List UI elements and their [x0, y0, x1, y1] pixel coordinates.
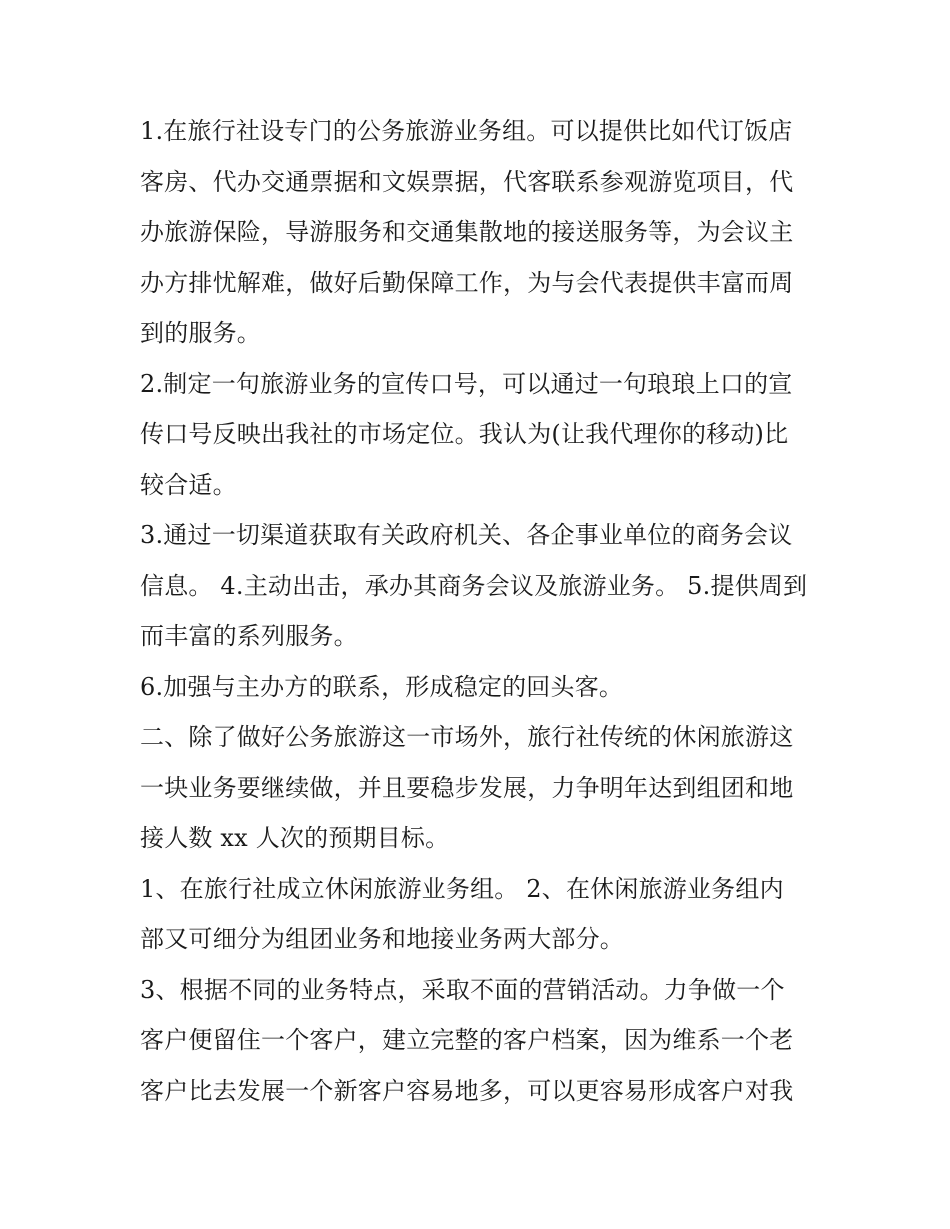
text-line: 1.在旅行社设专门的公务旅游业务组。可以提供比如代订饭店 [140, 117, 793, 145]
text-line: 3、根据不同的业务特点，采取不面的营销活动。力争做一个 [140, 975, 785, 1004]
text-line: 客户便留住一个客户，建立完整的客户档案，因为维系一个老 [140, 1026, 794, 1054]
text-line: 信息。 4.主动出击，承办其商务会议及旅游业务。 5.提供周到 [140, 571, 808, 600]
text-line: 2.制定一句旅游业务的宣传口号，可以通过一句琅琅上口的宣 [140, 369, 793, 398]
text-line: 传口号反映出我社的市场定位。我认为(让我代理你的移动)比 [140, 420, 789, 448]
text-line: 较合适。 [140, 470, 237, 499]
text-line: 一块业务要继续做，并且要稳步发展，力争明年达到组团和地 [140, 773, 794, 802]
paragraph-2 [140, 359, 820, 511]
text-line: 办旅游保险，导游服务和交通集散地的接送服务等，为会议主 [140, 218, 794, 246]
text-line: 接人数 xx 人次的预期目标。 [140, 824, 450, 852]
text-line: 3.通过一切渠道获取有关政府机关、各企事业单位的商务会议 [140, 521, 793, 549]
paragraph-7 [140, 965, 820, 1117]
text-line: 到的服务。 [140, 319, 261, 347]
text-line: 办方排忧解难，做好后勤保障工作，为与会代表提供丰富而周 [140, 268, 794, 297]
text-line: 客房、代办交通票据和文娱票据，代客联系参观游览项目，代 [140, 167, 794, 196]
text-line: 部又可细分为组团业务和地接业务两大部分。 [140, 925, 624, 953]
document-body [140, 106, 820, 1116]
paragraph-4 [140, 662, 820, 713]
text-line: 二、除了做好公务旅游这一市场外，旅行社传统的休闲旅游这 [140, 723, 794, 751]
text-line: 1、在旅行社成立休闲旅游业务组。 2、在休闲旅游业务组内 [140, 874, 784, 903]
paragraph-6 [140, 864, 820, 965]
text-line: 客户比去发展一个新客户容易地多，可以更容易形成客户对我 [140, 1076, 794, 1105]
paragraph-5 [140, 712, 820, 864]
text-line: 6.加强与主办方的联系，形成稳定的回头客。 [140, 672, 624, 701]
text-line: 而丰富的系列服务。 [140, 622, 358, 650]
paragraph-1 [140, 106, 820, 359]
paragraph-3 [140, 510, 820, 662]
